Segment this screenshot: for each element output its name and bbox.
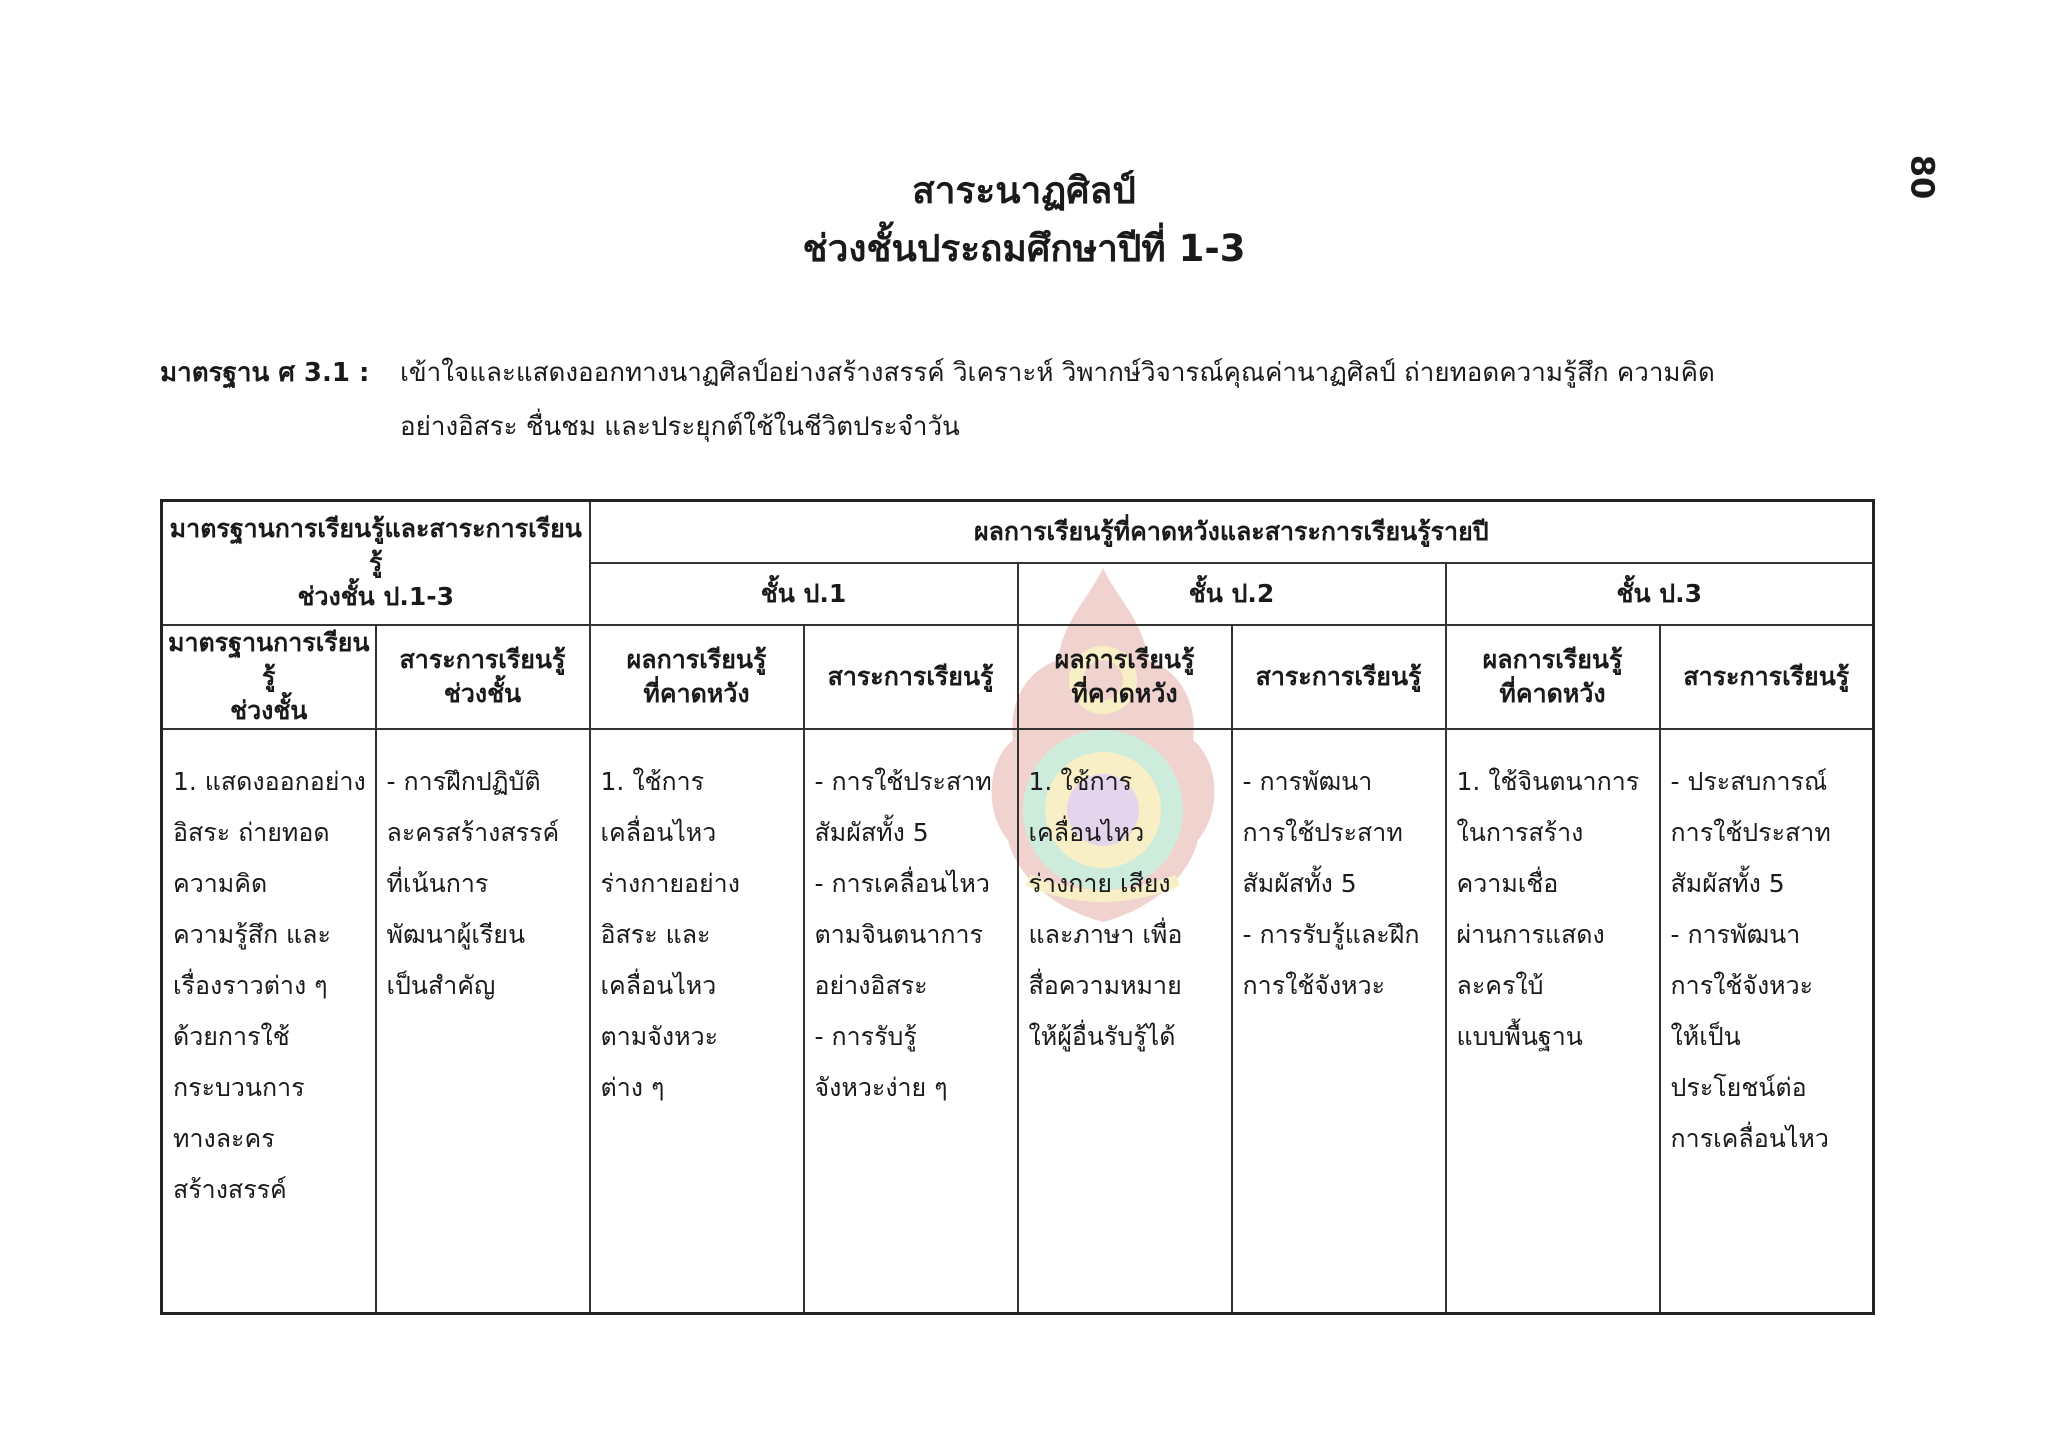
table-cell: 1. ใช้จินตนาการ ในการสร้าง ความเชื่อ ผ่านการแสดง ละครใบ้ แบบพื้นฐาน (1446, 729, 1660, 1314)
subheader: ผลการเรียนรู้ ที่คาดหวัง (1446, 625, 1660, 729)
standard-text-line-1: เข้าใจและแสดงออกทางนาฏศิลป์อย่างสร้างสรรค์ วิเคราะห์ วิพากษ์วิจารณ์คุณค่านาฏศิลป์ ถ่ายทอดความรู้สึก ความคิด (400, 358, 1715, 388)
page-title (0, 162, 2048, 278)
header-grade-p3: ชั้น ป.3 (1446, 563, 1874, 625)
table-cell: 1. ใช้การ เคลื่อนไหว ร่างกาย เสียง และภาษา เพื่อ สื่อความหมาย ให้ผู้อื่นรับรู้ได้ (1018, 729, 1232, 1314)
page-number: 80 (1903, 154, 1942, 200)
table-cell: - การพัฒนา การใช้ประสาท สัมผัสทั้ง 5 - การรับรู้และฝึก การใช้จังหวะ (1232, 729, 1446, 1314)
subheader: มาตรฐานการเรียนรู้ ช่วงชั้น (162, 625, 376, 729)
subheader: สาระการเรียนรู้ (804, 625, 1018, 729)
header-grade-p2: ชั้น ป.2 (1018, 563, 1446, 625)
title-line-2: ช่วงชั้นประถมศึกษาปีที่ 1-3 (802, 227, 1246, 270)
standard-text-line-2: อย่างอิสระ ชื่นชม และประยุกต์ใช้ในชีวิตประจำวัน (400, 412, 960, 442)
subheader: สาระการเรียนรู้ (1660, 625, 1874, 729)
subheader: สาระการเรียนรู้ ช่วงชั้น (376, 625, 590, 729)
table-cell: - ประสบการณ์ การใช้ประสาท สัมผัสทั้ง 5 - การพัฒนา การใช้จังหวะ ให้เป็น ประโยชน์ต่อ การเคลื่อนไหว (1660, 729, 1874, 1314)
subheader: ผลการเรียนรู้ ที่คาดหวัง (1018, 625, 1232, 729)
table-cell: - การใช้ประสาท สัมผัสทั้ง 5 - การเคลื่อนไหว ตามจินตนาการ อย่างอิสระ - การรับรู้ จังหวะง่าย ๆ (804, 729, 1018, 1314)
table-cell: 1. แสดงออกอย่าง อิสระ ถ่ายทอด ความคิด ความรู้สึก และ เรื่องราวต่าง ๆ ด้วยการใช้ กระบวนการ ทางละคร สร้างสรรค์ (162, 729, 376, 1314)
subheader: ผลการเรียนรู้ ที่คาดหวัง (590, 625, 804, 729)
table-cell: - การฝึกปฏิบัติ ละครสร้างสรรค์ ที่เน้นการ พัฒนาผู้เรียน เป็นสำคัญ (376, 729, 590, 1314)
header-grade-p1: ชั้น ป.1 (590, 563, 1018, 625)
standard-label: มาตรฐาน ศ 3.1 : (160, 358, 370, 388)
standard-statement (160, 346, 1880, 454)
subheader: สาระการเรียนรู้ (1232, 625, 1446, 729)
title-line-1: สาระนาฏศิลป์ (912, 169, 1136, 212)
header-standards-and-content: มาตรฐานการเรียนรู้และสาระการเรียนรู้ ช่วงชั้น ป.1-3 (162, 501, 590, 625)
header-expected-outcomes: ผลการเรียนรู้ที่คาดหวังและสาระการเรียนรู้รายปี (590, 501, 1874, 563)
table-cell: 1. ใช้การ เคลื่อนไหว ร่างกายอย่าง อิสระ และ เคลื่อนไหว ตามจังหวะ ต่าง ๆ (590, 729, 804, 1314)
curriculum-table (160, 499, 1875, 1315)
